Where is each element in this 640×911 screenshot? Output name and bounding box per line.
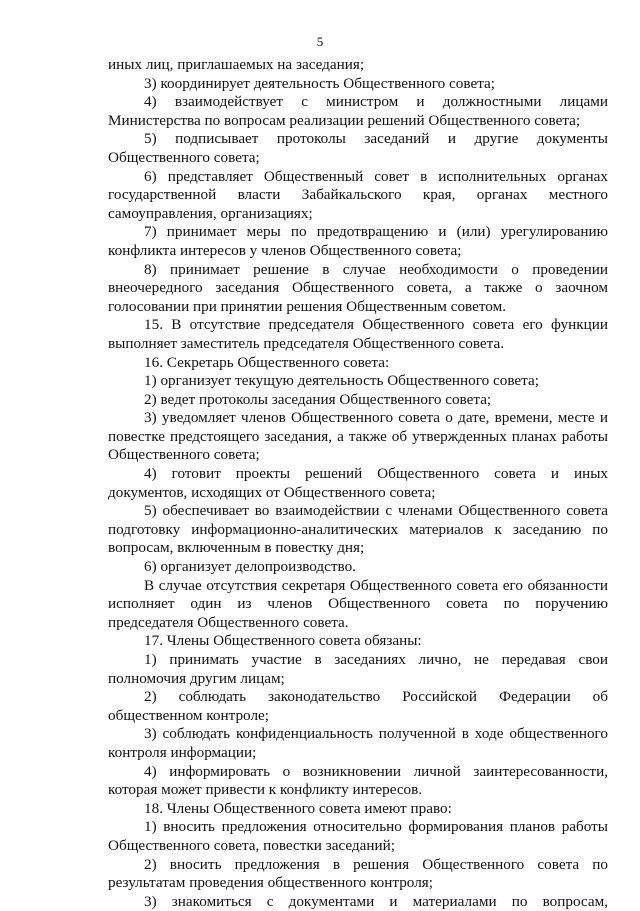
paragraph: 2) вносить предложения в решения Общественного совета по результатам проведения общественного контроля;	[108, 855, 608, 892]
paragraph: 2) ведет протоколы заседания Общественного совета;	[144, 390, 492, 408]
paragraph: 18. Члены Общественного совета имеют право:	[144, 799, 452, 817]
paragraph: 3) знакомиться с документами и материалами по вопросам,	[144, 892, 608, 910]
paragraph: 1) вносить предложения относительно формирования планов работы Общественного совета, повестки заседаний;	[108, 818, 608, 854]
paragraph: 2) соблюдать законодательство Российской Федерации об общественном контроле;	[108, 688, 608, 724]
paragraph: 3) уведомляет членов Общественного совета о дате, времени, месте и повестке предстоящего заседания, а также об утвержденных планах работы Общественного совета;	[108, 409, 608, 464]
page-number: 5	[316, 34, 324, 49]
paragraph: 4) взаимодействует с министром и должностными лицами Министерства по вопросам реализации решений Общественного совета;	[108, 93, 608, 129]
paragraph: 15. В отсутствие председателя Общественного совета его функции выполняет заместитель председателя Общественного совета.	[108, 316, 608, 352]
paragraph: 7) принимает меры по предотвращению и (или) урегулированию конфликта интересов у членов Общественного совета;	[108, 223, 608, 259]
paragraph: 8) принимает решение в случае необходимости о проведении внеочередного заседания Общественного совета, а также о заочном голосовании при принятии решения Общественным советом.	[108, 260, 608, 315]
paragraph: 6) представляет Общественный совет в исполнительных органах государственной власти Забайкальского края, органах местного самоуправления, организациях;	[108, 167, 608, 222]
paragraph: 3) соблюдать конфиденциальность полученной в ходе общественного контроля информации;	[108, 725, 608, 761]
paragraph: 5) подписывает протоколы заседаний и другие документы Общественного совета;	[108, 130, 608, 166]
paragraph: 6) организует делопроизводство.	[144, 558, 356, 576]
paragraph: 5) обеспечивает во взаимодействии с членами Общественного совета подготовку информационно-аналитических материалов к заседанию по вопросам, включенным в повестку дня;	[108, 502, 608, 557]
paragraph: 3) координирует деятельность Общественного совета;	[144, 74, 495, 92]
paragraph: 4) информировать о возникновении личной заинтересованности, которая может привести к конфликту интересов.	[108, 762, 608, 799]
paragraph: В случае отсутствия секретаря Общественного совета его обязанности исполняет один из членов Общественного совета по поручению председателя Общественного совета.	[108, 576, 608, 631]
paragraph: 1) организует текущую деятельность Общественного совета;	[144, 372, 539, 390]
paragraph: иных лиц, приглашаемых на заседания;	[108, 56, 365, 73]
paragraph: 1) принимать участие в заседаниях лично, не передавая свои полномочия другим лицам;	[108, 651, 608, 687]
paragraph: 4) готовит проекты решений Общественного совета и иных документов, исходящих от Общественного совета;	[108, 465, 608, 501]
paragraph: 17. Члены Общественного совета обязаны:	[144, 632, 422, 650]
paragraph: 16. Секретарь Общественного совета:	[144, 353, 390, 371]
document-body	[108, 56, 608, 911]
